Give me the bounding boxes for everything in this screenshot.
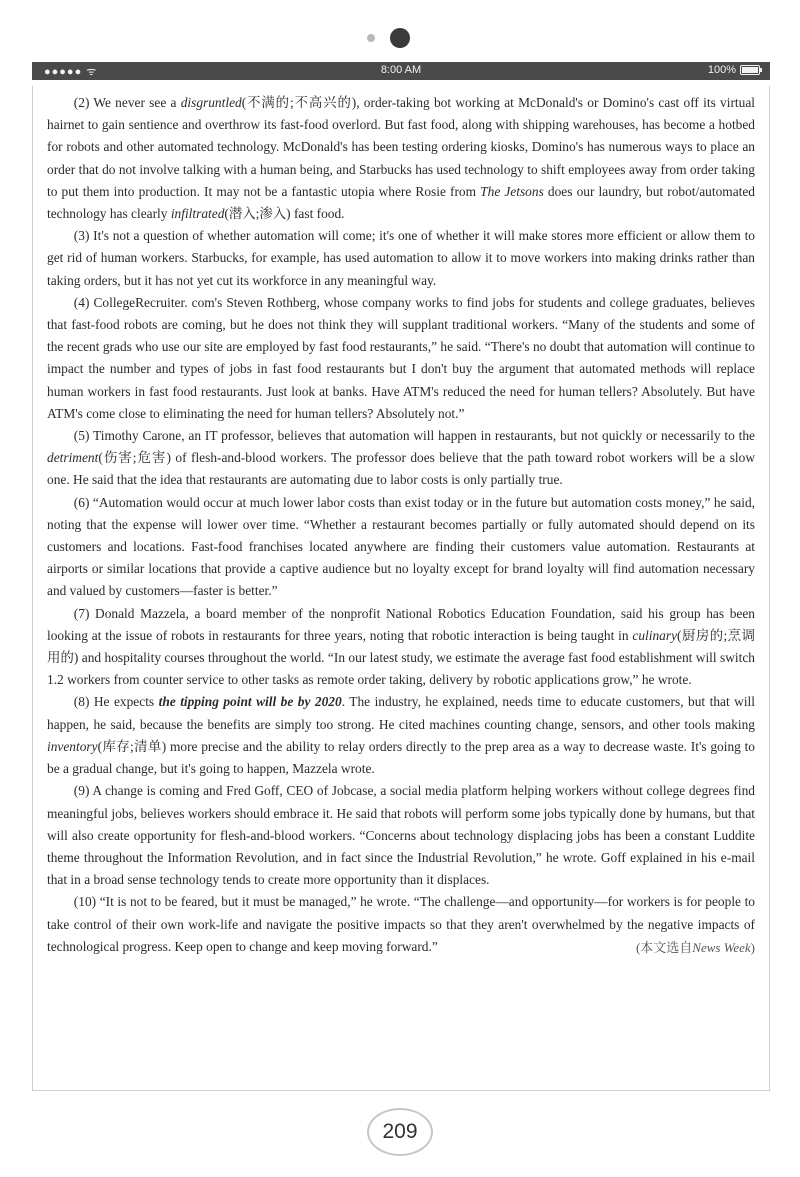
paragraph-text: (10) “It is not to be feared, but it must be managed,” he wrote. “The challenge—and opportunity—for workers is for people to take control of their own work-life and navigate the positive impacts so that they aren't overwhelmed by the negative impacts of technological progress. Keep open to change and keep moving forward.” xyxy=(47,894,755,954)
italic-term: detriment xyxy=(47,450,99,466)
page-number: 209 xyxy=(367,1108,433,1156)
page-dot-inactive[interactable] xyxy=(367,34,375,42)
battery-percent: 100% xyxy=(707,64,736,76)
paragraph-text: (2) We never see a xyxy=(73,95,181,110)
italic-term: culinary xyxy=(632,627,678,643)
source-title: News Week xyxy=(692,939,751,955)
paragraph-text: (库存;清单) more precise and the ability to relay orders directly to the prep area as a way to decrease waste. It's going to be a gradual change, but it's going to happen, Mazzela wrote. xyxy=(47,738,755,777)
article-paragraph xyxy=(47,603,755,692)
paragraph-text: (3) It's not a question of whether automation will come; it's one of whether it will make stores more efficient or allow them to get rid of human workers. Starbucks, for example, has used automation to allow it to move workers into making drinks rather than taking orders, but it has not yet cut its workforce in any meaningful way. xyxy=(47,228,755,288)
paragraph-text: . The industry, he explained, needs time to educate customers, but that will happen, he said, because the benefits are simply too strong. He cited machines counting change, sensors, and other tools making xyxy=(47,694,755,732)
status-time: 8:00 AM xyxy=(380,64,422,76)
paragraph-text: (9) A change is coming and Fred Goff, CEO of Jobcase, a social media platform helping workers without college degrees find meaningful jobs, believes workers should embrace it. He said that robots will perform some jobs typically done by humans, but that will also create opportunity for flesh-and-blood workers. “Concerns about technology displacing jobs has been a constant Luddite theme throughout the Information Revolution, and in fact since the Industrial Revolution,” he wrote. Goff explained in his e-mail that in a broad sense technology tends to create more opportunity than it displaces. xyxy=(47,783,755,888)
paragraph-text: (5) Timothy Carone, an IT professor, believes that automation will happen in restaurants, but not quickly or necessarily to the xyxy=(73,428,755,444)
article-paragraph xyxy=(47,425,755,492)
article-content xyxy=(32,86,770,1091)
paragraph-text: (潜入;渗入) fast food. xyxy=(224,206,345,222)
battery-status xyxy=(708,64,760,76)
page-indicator xyxy=(0,27,800,51)
source-prefix: (本文选自 xyxy=(635,939,693,955)
italic-term: inventory xyxy=(47,738,98,754)
paragraph-text: (不满的;不高兴的), order-taking bot working at McDonald's or Domino's cast off its virtual hairnet to gain sentience and overthrow its fast-food overlord. But fast food, along with shipping warehouses, has become a hotbed for robots and other automated technology. McDonald's has been testing ordering kiosks, Domino's has numerous ways to place an order that do not involve talking with a human being, and Starbucks has used technology to shift employees away from order taking to put them into production. It may not be a fantastic utopia where Rosie from xyxy=(47,95,755,199)
article-paragraph xyxy=(47,225,755,292)
page-dot-active[interactable] xyxy=(390,28,410,48)
paragraph-text: (厨房的;烹调用的) and hospitality courses throughout the world. “In our latest study, we estimate the average fast food establishment will switch 1.2 workers from counter service to other tasks as remote order taking, delivery by robotic applications grow,” he wrote. xyxy=(47,627,756,688)
italic-term: The Jetsons xyxy=(480,183,544,199)
article-paragraph xyxy=(47,92,755,225)
source-suffix: ) xyxy=(750,939,755,955)
paragraph-text: (4) CollegeRecruiter. com's Steven Rothberg, whose company works to find jobs for students and college graduates, believes that fast-food robots are coming, but he does not think they will supplant traditional workers. “Many of the students and some of the recent grads who use our site are employed by fast food restaurants,” he said. “There's no doubt that automation will continue to impact the number and types of jobs in fast food restaurants but I don't buy the argument that automated methods will replace human workers in fast food restaurants. Just look at banks. Have ATM's reduced the need for human tellers? Absolutely. But have ATM's come close to eliminating the need for human tellers? Absolutely not.” xyxy=(47,294,755,421)
paragraph-text: does our laundry, but robot/automated technology has clearly xyxy=(47,183,755,222)
italic-term: disgruntled xyxy=(180,95,242,110)
paragraph-text: (伤害;危害) of flesh-and-blood workers. The professor does believe that the path toward robot workers will be a slow one. He said that the idea that restaurants are automating due to labor costs is only partially true. xyxy=(47,450,755,488)
article-paragraph xyxy=(47,292,755,425)
paragraph-text: (8) He expects xyxy=(73,694,159,710)
article-paragraph xyxy=(47,691,755,780)
article-paragraph xyxy=(47,780,755,891)
article-paragraph xyxy=(47,492,755,603)
battery-icon xyxy=(740,65,760,75)
paragraph-text: (6) “Automation would occur at much lower labor costs than exist today or in the future but automation costs money,” he said, noting that the expense will lower over time. “Whether a restaurant becomes partially or fully automated should depend on its customers and locations. Fast-food franchises located anywhere are finding their customers value automation. Restaurants at airports or similar locations that provide a captive audience but no loyalty except for brand loyalty will find automation necessary and valued by customers—faster is better.” xyxy=(47,494,755,599)
paragraph-text: (7) Donald Mazzela, a board member of the nonprofit National Robotics Education Foundation, said his group has been looking at the issue of robots in restaurants for three years, noting that robotic interaction is being taught in xyxy=(47,605,755,643)
article-body xyxy=(47,92,755,958)
status-bar xyxy=(32,62,770,80)
italic-term: infiltrated xyxy=(170,206,225,222)
bold-italic-phrase: the tipping point will be by 2020 xyxy=(158,694,342,710)
signal-wifi-icon: ●●●●● ᯤ xyxy=(44,66,98,78)
